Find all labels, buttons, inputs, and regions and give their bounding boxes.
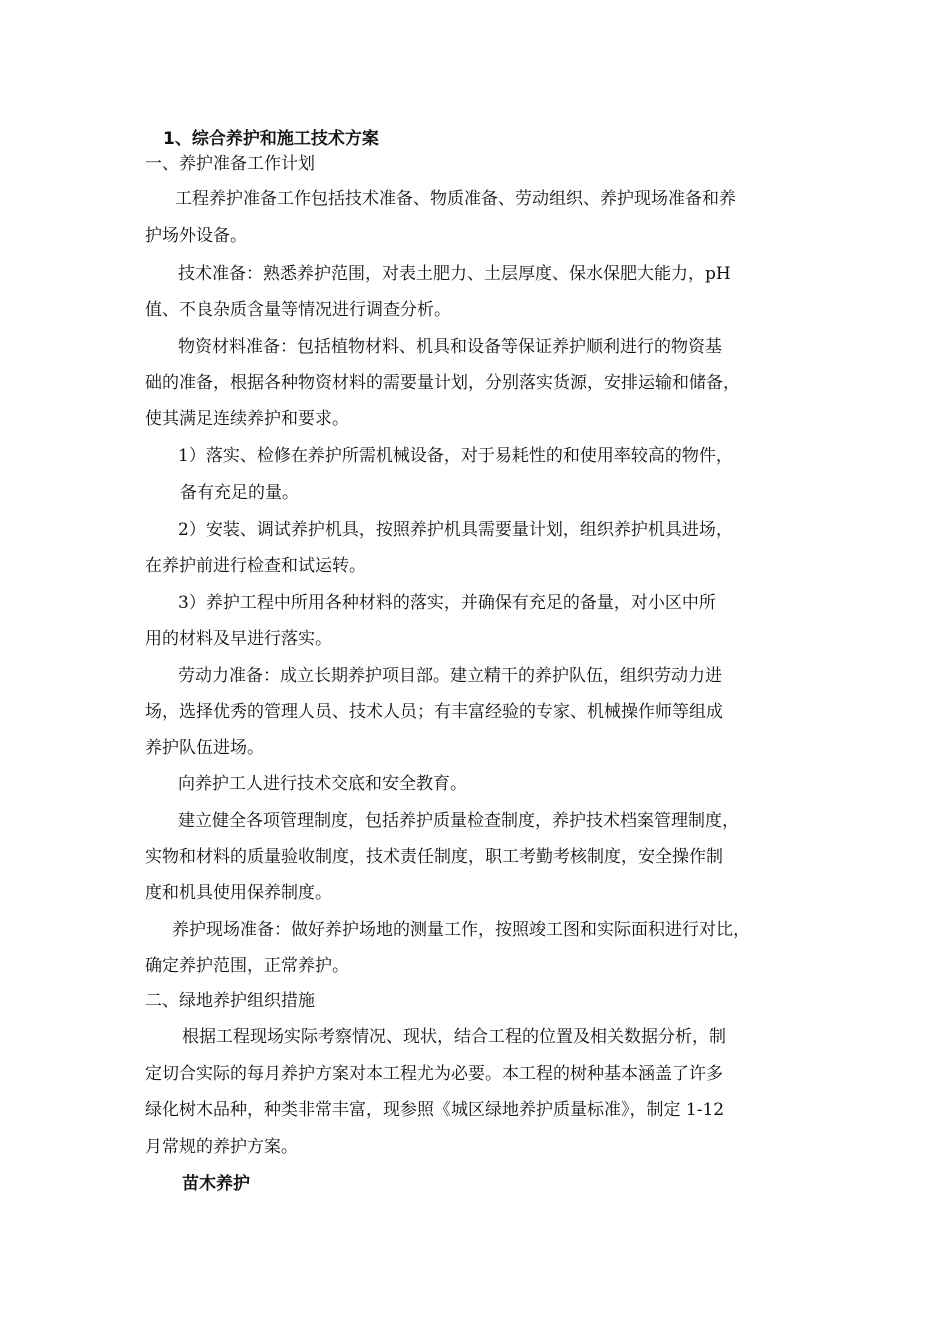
list-item-line: 用的材料及早进行落实。 (145, 629, 332, 649)
document-title: 1、综合养护和施工技术方案 (163, 129, 379, 149)
list-item-line: 1）落实、检修在养护所需机械设备，对于易耗性的和使用率较高的物件， (178, 446, 733, 466)
paragraph-line: 向养护工人进行技术交底和安全教育。 (178, 774, 467, 794)
list-item-line: 备有充足的量。 (180, 483, 299, 503)
list-item-line: 在养护前进行检查和试运转。 (145, 556, 366, 576)
subheading: 苗木养护 (182, 1174, 250, 1194)
paragraph-line: 值、不良杂质含量等情况进行调查分析。 (145, 300, 451, 320)
paragraph-line: 实物和材料的质量验收制度，技术责任制度，职工考勤考核制度，安全操作制 (145, 847, 723, 867)
paragraph-line: 工程养护准备工作包括技术准备、物质准备、劳动组织、养护现场准备和养 (175, 189, 736, 209)
paragraph-line: 确定养护范围，正常养护。 (145, 956, 349, 976)
section-heading-2: 二、绿地养护组织措施 (145, 991, 315, 1011)
section-heading-1: 一、养护准备工作计划 (145, 154, 315, 174)
paragraph-line: 度和机具使用保养制度。 (145, 883, 332, 903)
paragraph-line: 使其满足连续养护和要求。 (145, 409, 349, 429)
paragraph-line: 养护队伍进场。 (145, 738, 264, 758)
paragraph-line: 物资材料准备：包括植物材料、机具和设备等保证养护顺利进行的物资基 (178, 337, 722, 357)
paragraph-line: 劳动力准备：成立长期养护项目部。建立精干的养护队伍，组织劳动力进 (178, 666, 722, 686)
paragraph-line: 技术准备：熟悉养护范围，对表土肥力、土层厚度、保水保肥大能力，pH (178, 264, 731, 284)
paragraph-line: 月常规的养护方案。 (145, 1137, 298, 1157)
paragraph-line: 根据工程现场实际考察情况、现状，结合工程的位置及相关数据分析，制 (182, 1027, 726, 1047)
paragraph-line: 绿化树木品种，种类非常丰富，现参照《城区绿地养护质量标准》，制定 1-12 (145, 1100, 725, 1120)
list-item-line: 2）安装、调试养护机具，按照养护机具需要量计划，组织养护机具进场， (178, 520, 733, 540)
paragraph-line: 础的准备，根据各种物资材料的需要量计划，分别落实货源，安排运输和储备， (145, 373, 740, 393)
paragraph-line: 定切合实际的每月养护方案对本工程尤为必要。本工程的树种基本涵盖了许多 (145, 1064, 723, 1084)
paragraph-line: 场，选择优秀的管理人员、技术人员；有丰富经验的专家、机械操作师等组成 (145, 702, 723, 722)
paragraph-line: 养护现场准备：做好养护场地的测量工作，按照竣工图和实际面积进行对比， (172, 920, 750, 940)
list-item-line: 3）养护工程中所用各种材料的落实，并确保有充足的备量，对小区中所 (178, 593, 716, 613)
paragraph-line: 护场外设备。 (145, 226, 247, 246)
paragraph-line: 建立健全各项管理制度，包括养护质量检查制度，养护技术档案管理制度， (178, 811, 739, 831)
